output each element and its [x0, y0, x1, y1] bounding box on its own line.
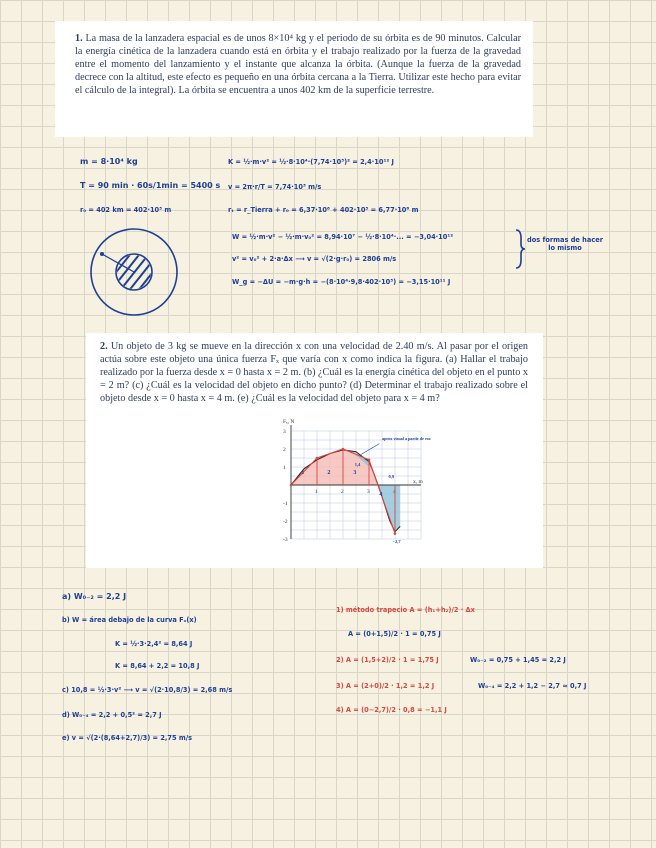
solution-trapezoid-4: 4) A = (0−2,7)/2 · 0,8 = −1,1 J — [336, 706, 447, 714]
y-tick-label: -2 — [283, 519, 288, 525]
y-tick-label: 3 — [283, 429, 286, 435]
annotation-low: 0,9 — [388, 473, 395, 479]
note-work-3: W_g = −ΔU = −m·g·h = −(8·10⁴·9,8·402·10³) = −3,15·10¹¹ J — [232, 278, 451, 286]
solution-w04: W₀₋₄ = 2,2 + 1,2 − 2,7 ≈ 0,7 J — [478, 682, 587, 690]
problem-1-card — [55, 21, 533, 137]
solution-b2: K = 8,64 + 2,2 = 10,8 J — [115, 662, 200, 670]
note-velocity: v = 2π·r/T = 7,74·10³ m/s — [228, 183, 322, 191]
solution-d: d) W₀₋₄ = 2,2 + 0,5² = 2,7 J — [62, 711, 162, 719]
solution-trapezoid-3: 3) A = (2+0)/2 · 1,2 = 1,2 J — [336, 682, 435, 690]
region-label: 3 — [353, 470, 357, 477]
x-tick-label: 1 — [315, 489, 318, 495]
annotation-mid: 1,4 — [354, 462, 361, 468]
approx-point — [342, 448, 345, 451]
earth-orbit-drawing — [86, 224, 186, 324]
solution-trapezoid-2: 2) A = (1,5+2)/2 · 1 = 1,75 J — [336, 656, 439, 664]
x-tick-label: 3 — [367, 489, 370, 495]
problem-2-text: Un objeto de 3 kg se mueve en la dirección x con una velocidad de 2.40 m/s. Al pasar por el origen actúa sobre este objeto una única fuerza Fₓ que varía con x como indica la figura. (a) Hallar el trabajo realizado por la fuerza desde x = 0 hasta x = 2 m. (b) ¿Cuál es la energía cinética del objeto en el punto x = 2 m? (c) ¿Cuál es la velocidad del objeto en dicho punto? (d) Determinar el trabajo realizado sobre el objeto desde x = 0 hasta x = 4 m. (e) ¿Cuál es la velocidad del objeto para x = 4 m? — [100, 341, 528, 404]
region-label: 2 — [327, 470, 331, 477]
y-tick-label: -3 — [283, 537, 288, 543]
approx-point — [290, 484, 293, 487]
approx-point — [368, 459, 371, 462]
problem-2-statement — [100, 340, 528, 405]
problem-1-statement — [75, 32, 521, 97]
annotation-top: aprox visual a partir de eso — [382, 436, 431, 441]
note-mass: m = 8·10⁴ kg — [80, 157, 138, 166]
force-chart — [271, 412, 471, 562]
solution-w02: W₀₋₂ = 0,75 + 1,45 = 2,2 J — [470, 656, 566, 664]
solution-e: e) v = √(2·(8,64+2,7)/3) = 2,75 m/s — [62, 734, 193, 742]
approx-point — [316, 457, 319, 460]
region-label: 4 — [379, 491, 383, 498]
solution-trapezoid-1: 1) método trapecio A = (h₁+h₂)/2 · Δx — [336, 606, 475, 614]
region-label: 1 — [301, 470, 305, 477]
solution-b1: K = ½·3·2,4² = 8,64 J — [115, 640, 193, 648]
y-tick-label: -1 — [283, 501, 288, 507]
solution-trapezoid-1b: A = (0+1,5)/2 · 1 = 0,75 J — [348, 630, 441, 638]
y-tick-label: 2 — [283, 447, 286, 453]
note-period: T = 90 min · 60s/1min = 5400 s — [80, 181, 221, 190]
note-two-ways: dos formas de hacer lo mismo — [527, 236, 603, 252]
solution-b: b) W = área debajo de la curva Fₓ(x) — [62, 616, 197, 624]
solution-c: c) 10,8 = ½·3·v² ⟶ v = √(2·10,8/3) = 2,68 m/s — [62, 686, 233, 694]
curly-brace-icon — [514, 228, 526, 270]
problem-2-number: 2. — [100, 341, 108, 352]
y-tick-label: 1 — [283, 465, 286, 471]
x-tick-label: 2 — [341, 489, 344, 495]
approx-point — [394, 532, 397, 535]
annotation-bottom: −2,7 — [392, 539, 401, 544]
note-work-2: v² = v₀² + 2·a·Δx ⟶ v = √(2·g·r₀) = 2806 m/s — [232, 255, 397, 263]
problem-1-number: 1. — [75, 33, 83, 44]
x-tick-label: 4 — [393, 489, 396, 495]
note-orbit-radius: rₜ = r_Tierra + r₀ = 6,37·10⁶ + 402·10³ = 6,77·10⁶ m — [228, 206, 419, 214]
note-work-1: W = ½·m·v² − ½·m·v₀² = 8,94·10⁷ − ½·8·10⁴·... = −3,04·10¹² — [232, 233, 454, 241]
x-axis-label: x, m — [413, 479, 423, 485]
problem-1-text: La masa de la lanzadera espacial es de unos 8×10⁴ kg y el periodo de su órbita es de 90 minutos. Calcular la energía cinética de la lanzadera cuando está en órbita y el trabajo realizado por la fuerza de la gravedad entre el momento del lanzamiento y el instante que alcanza la órbita. (Aunque la fuerza de la gravedad decrece con la altitud, este efecto es pequeño en una órbita cercana a la Tierra. Utilizar este hecho para evitar el cálculo de la integral). La órbita se encuentra a unos 402 km de la superficie terrestre. — [75, 33, 522, 96]
y-axis-label: Fₓ, N — [283, 419, 295, 425]
note-kinetic-energy: K = ½·m·v² = ½·8·10⁴·(7,74·10³)² = 2,4·10¹² J — [228, 158, 394, 166]
note-radius: r₀ = 402 km = 402·10³ m — [80, 206, 172, 214]
solution-a: a) W₀₋₂ = 2,2 J — [62, 592, 127, 601]
problem-2-card — [86, 333, 543, 568]
